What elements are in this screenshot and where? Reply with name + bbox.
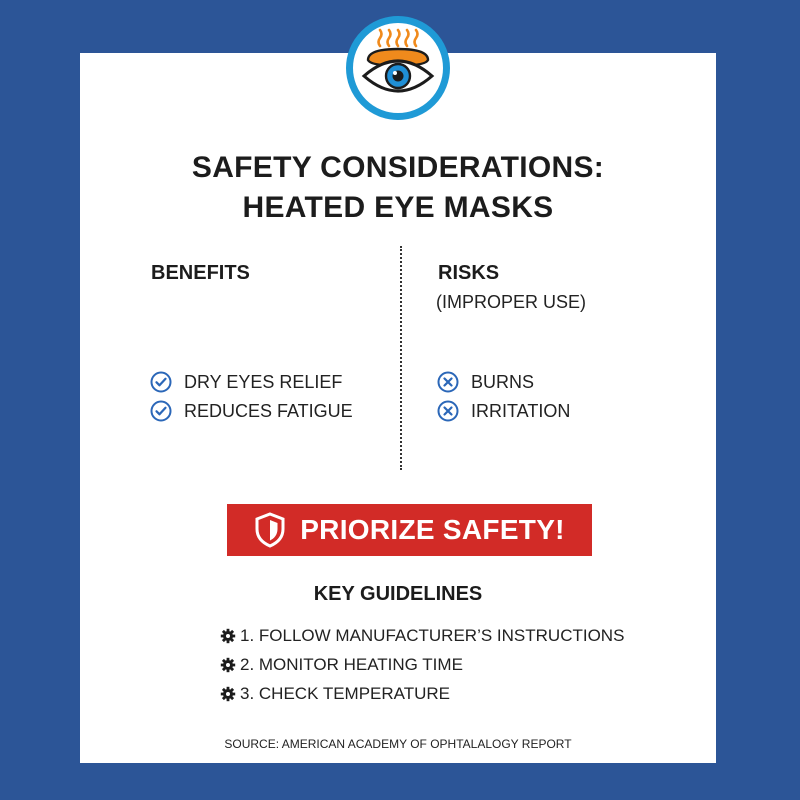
risks-subheading: (IMPROPER USE) (436, 292, 587, 312)
guideline-label: 1. FOLLOW MANUFACTURER’S INSTRUCTIONS (240, 626, 625, 645)
check-circle-icon (150, 400, 172, 422)
logo-badge (346, 16, 450, 120)
risk-item (437, 371, 534, 393)
title-line-2: HEATED EYE MASKS (242, 191, 554, 224)
guideline-label: 3. CHECK TEMPERATURE (240, 684, 451, 703)
source-note: SOURCE: AMERICAN ACADEMY OF OPHTALALOGY REPORT (224, 737, 572, 751)
benefit-label: DRY EYES RELIEF (184, 371, 343, 392)
risk-label: IRRITATION (471, 400, 571, 421)
guideline-item (220, 684, 450, 704)
guideline-item (220, 626, 624, 646)
guidelines-heading: KEY GUIDELINES (313, 583, 483, 605)
risks-heading: RISKS (438, 262, 500, 284)
page-title (80, 148, 716, 228)
gear-icon (220, 686, 236, 702)
risk-label: BURNS (471, 371, 535, 392)
gear-icon (220, 628, 236, 644)
check-circle-icon (150, 371, 172, 393)
heated-eye-icon (356, 26, 440, 110)
benefit-label: REDUCES FATIGUE (184, 400, 353, 421)
benefit-item (150, 400, 353, 422)
title-line-1: SAFETY CONSIDERATIONS: (191, 151, 605, 184)
x-circle-icon (437, 371, 459, 393)
risk-item (437, 400, 570, 422)
safety-banner (227, 504, 592, 556)
banner-text: PRIORIZE SAFETY! (300, 514, 565, 545)
guideline-label: 2. MONITOR HEATING TIME (240, 655, 463, 674)
shield-icon (254, 512, 286, 548)
gear-icon (220, 657, 236, 673)
guideline-item (220, 655, 463, 675)
benefit-item (150, 371, 342, 393)
x-circle-icon (437, 400, 459, 422)
benefits-heading: BENEFITS (151, 262, 250, 284)
column-divider (400, 246, 402, 470)
